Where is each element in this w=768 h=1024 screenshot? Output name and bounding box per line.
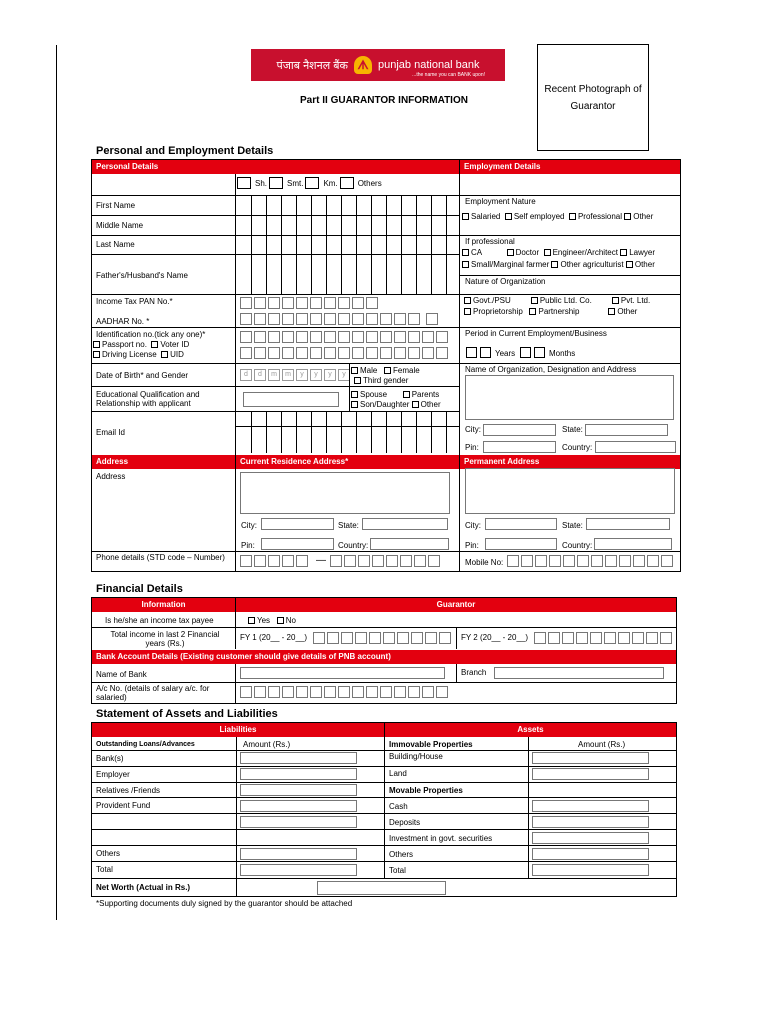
bank-account-header: Bank Account Details (Existing customer should give details of PNB account) — [92, 650, 676, 664]
professional-options-2: Small/Marginal farmer Other agriculturist Other — [462, 260, 655, 269]
son-checkbox[interactable] — [351, 401, 358, 408]
pf-amount-input[interactable] — [240, 800, 357, 812]
perm-city-input[interactable] — [485, 518, 557, 530]
perm-country-label: Country: — [562, 541, 593, 550]
address-header: Address — [92, 455, 235, 469]
smt-label: Smt. — [287, 178, 304, 188]
branch-input[interactable] — [494, 667, 664, 679]
emp-state-input[interactable] — [585, 424, 668, 436]
asset-row-label: Total — [389, 866, 406, 875]
part-title: Part II GUARANTOR INFORMATION — [300, 95, 468, 106]
gender-options: Male Female — [351, 366, 420, 375]
no-checkbox[interactable] — [277, 617, 284, 624]
id-input-1[interactable] — [240, 331, 450, 343]
phone-input[interactable] — [240, 555, 310, 567]
bank-tagline: ...the name you can BANK upon! — [412, 72, 485, 78]
org-options-2: Proprietorship Partnership Other — [464, 307, 637, 316]
liability-row-label: Provident Fund — [96, 801, 151, 810]
asset-row-label: Movable Properties — [389, 786, 463, 795]
footnote: *Supporting documents duly signed by the guarantor should be attached — [96, 899, 353, 908]
name-grid[interactable] — [235, 195, 459, 294]
uid-checkbox[interactable] — [161, 351, 168, 358]
total-assets-input[interactable] — [532, 864, 649, 876]
emp-pin-input[interactable] — [483, 441, 556, 453]
emp-country-input[interactable] — [595, 441, 676, 453]
education-label: Educational Qualification and Relationship with applicant — [96, 390, 200, 408]
phone-dash: — — [316, 555, 326, 566]
pvt-ltd-checkbox[interactable] — [612, 297, 619, 304]
asset-row-label: Others — [389, 850, 414, 859]
cur-city-input[interactable] — [261, 518, 334, 530]
others-assets-amount-input[interactable] — [532, 848, 649, 860]
current-address-header: Current Residence Address* — [236, 455, 459, 469]
professional-checkbox[interactable] — [569, 213, 576, 220]
relation-options-2: Son/Daughter Other — [351, 400, 441, 409]
section-financial-title: Financial Details — [96, 583, 183, 595]
assets-header: Assets — [385, 723, 676, 737]
third-gender-checkbox[interactable] — [354, 377, 361, 384]
employer-amount-input[interactable] — [240, 768, 357, 780]
fy2-input[interactable] — [534, 632, 674, 644]
liability-row-label: Total — [96, 865, 113, 874]
investment-amount-input[interactable] — [532, 832, 649, 844]
public-ltd-checkbox[interactable] — [531, 297, 538, 304]
perm-pin-label: Pin: — [465, 541, 479, 550]
email-label: Email Id — [96, 428, 125, 437]
id-options-2: Driving License UID — [93, 350, 184, 359]
org-address-input[interactable] — [465, 375, 674, 420]
land-amount-input[interactable] — [532, 768, 649, 780]
salutation-group — [237, 177, 382, 189]
relatives-amount-input[interactable] — [240, 784, 357, 796]
lawyer-checkbox[interactable] — [620, 249, 627, 256]
cur-pin-input[interactable] — [261, 538, 334, 550]
blank1-amount-input[interactable] — [240, 816, 357, 828]
immovable-label: Immovable Properties — [389, 740, 473, 749]
amount-label-right: Amount (Rs.) — [578, 740, 626, 749]
relation-options-1: Spouse Parents — [351, 390, 439, 399]
perm-country-input[interactable] — [594, 538, 672, 550]
acno-label: A/c No. (details of salary a/c. for salaried) — [96, 684, 210, 702]
asset-row-label: Deposits — [389, 818, 421, 827]
cur-state-label: State: — [338, 521, 359, 530]
partnership-checkbox[interactable] — [529, 308, 536, 315]
others-checkbox[interactable] — [340, 177, 354, 189]
liability-row-label: Others — [96, 849, 121, 858]
total-liabilities-input[interactable] — [240, 864, 357, 876]
bank-amount-input[interactable] — [240, 752, 357, 764]
emp-city-input[interactable] — [483, 424, 556, 436]
id-label: Identification no.(tick any one)* — [96, 330, 206, 339]
fy1-label: FY 1 (20__ - 20__) — [240, 633, 308, 642]
networth-label: Net Worth (Actual in Rs.) — [96, 883, 191, 892]
dob-label: Date of Birth* and Gender — [96, 371, 189, 380]
other-employment-checkbox[interactable] — [624, 213, 631, 220]
last-name-label: Last Name — [96, 240, 135, 249]
sh-label: Sh. — [255, 178, 268, 188]
passport-checkbox[interactable] — [93, 341, 100, 348]
email-grid[interactable] — [235, 411, 459, 453]
employment-nature-options: Salaried Self employed Professional Other — [462, 212, 653, 221]
section-assets-title: Statement of Assets and Liabilities — [96, 708, 278, 720]
margin-line — [56, 45, 57, 920]
months-label: Months — [549, 349, 576, 358]
permanent-address-header: Permanent Address — [460, 455, 680, 469]
dob-input[interactable]: d d m m y y y y — [240, 369, 352, 381]
parents-checkbox[interactable] — [403, 391, 410, 398]
org-options-1: Govt./PSU Public Ltd. Co. Pvt. Ltd. — [464, 296, 650, 305]
govt-checkbox[interactable] — [464, 297, 471, 304]
income-label: Total income in last 2 Financial years (Rs.) — [110, 630, 220, 648]
farmer-checkbox[interactable] — [462, 261, 469, 268]
professional-options-1: CA Doctor Engineer/Architect Lawyer — [462, 248, 655, 257]
liability-row-label: Relatives /Friends — [96, 786, 161, 795]
phone-number-input[interactable] — [330, 555, 442, 567]
org-nature-label: Nature of Organization — [465, 277, 546, 286]
others-amount-input[interactable] — [240, 848, 357, 860]
father-name-label: Father's/Husband's Name — [96, 271, 188, 280]
perm-state-input[interactable] — [586, 518, 670, 530]
emp-city-label: City: — [465, 425, 481, 434]
aadhar-input[interactable] — [240, 313, 440, 325]
other-org-checkbox[interactable] — [608, 308, 615, 315]
pnb-logo-icon: ᗑ — [354, 56, 372, 74]
taxpayee-options: Yes No — [248, 616, 296, 625]
period-label: Period in Current Employment/Business — [465, 329, 607, 338]
cur-country-label: Country: — [338, 541, 369, 550]
km-checkbox[interactable] — [305, 177, 319, 189]
information-header: Information — [92, 598, 235, 612]
id-input-2[interactable] — [240, 347, 450, 359]
ca-checkbox[interactable] — [462, 249, 469, 256]
branch-label: Branch — [461, 668, 487, 677]
bank-name-hindi: पंजाब नैशनल बैंक — [276, 59, 348, 72]
other-relation-checkbox[interactable] — [412, 401, 419, 408]
smt-checkbox[interactable] — [269, 177, 283, 189]
taxpayee-label: Is he/she an income tax payee — [105, 616, 214, 625]
middle-name-label: Middle Name — [96, 221, 144, 230]
cur-state-input[interactable] — [362, 518, 448, 530]
education-input[interactable] — [243, 392, 339, 407]
yes-checkbox[interactable] — [248, 617, 255, 624]
female-checkbox[interactable] — [384, 367, 391, 374]
personal-details-header: Personal Details — [92, 160, 459, 174]
asset-row-label: Land — [389, 769, 407, 778]
sh-checkbox[interactable] — [237, 177, 251, 189]
emp-state-label: State: — [562, 425, 583, 434]
employment-nature-label: Employment Nature — [465, 197, 536, 206]
phone-label: Phone details (STD code – Number) — [96, 553, 225, 562]
if-professional-label: If professional — [465, 237, 515, 246]
mobile-label: Mobile No: — [465, 558, 504, 567]
fy1-input[interactable] — [313, 632, 453, 644]
self-employed-checkbox[interactable] — [505, 213, 512, 220]
fy2-label: FY 2 (20__ - 20__) — [461, 633, 529, 642]
engineer-checkbox[interactable] — [544, 249, 551, 256]
years-box-1[interactable] — [466, 347, 477, 358]
id-options-1: Passport no. Voter ID — [93, 340, 189, 349]
cur-city-label: City: — [241, 521, 257, 530]
years-label: Years — [495, 349, 516, 358]
outstanding-label: Outstanding Loans/Advances — [96, 741, 195, 748]
aadhar-label: AADHAR No. * — [96, 317, 150, 326]
deposits-amount-input[interactable] — [532, 816, 649, 828]
mobile-input[interactable] — [507, 555, 675, 567]
photo-box[interactable] — [537, 44, 649, 151]
building-amount-input[interactable] — [532, 752, 649, 764]
photo-label: Recent Photograph of Guarantor — [544, 83, 642, 112]
emp-country-label: Country: — [562, 443, 593, 452]
perm-pin-input[interactable] — [485, 538, 557, 550]
km-label: Km. — [323, 178, 338, 188]
voter-checkbox[interactable] — [151, 341, 158, 348]
male-checkbox[interactable] — [351, 367, 358, 374]
months-box-2[interactable] — [534, 347, 545, 358]
cash-amount-input[interactable] — [532, 800, 649, 812]
years-box-2[interactable] — [480, 347, 491, 358]
pan-input[interactable] — [240, 297, 380, 309]
asset-row-label: Investment in govt. securities — [389, 834, 493, 843]
other-professional-checkbox[interactable] — [626, 261, 633, 268]
perm-city-label: City: — [465, 521, 481, 530]
perm-state-label: State: — [562, 521, 583, 530]
amount-label-left: Amount (Rs.) — [243, 740, 291, 749]
others-label: Others — [357, 178, 382, 188]
spouse-checkbox[interactable] — [351, 391, 358, 398]
permanent-address-input[interactable] — [465, 468, 675, 514]
liability-row-label: Employer — [96, 770, 130, 779]
bank-name-label: Name of Bank — [96, 670, 147, 679]
doctor-checkbox[interactable] — [507, 249, 514, 256]
address-label: Address — [96, 472, 126, 481]
cur-country-input[interactable] — [370, 538, 449, 550]
salaried-checkbox[interactable] — [462, 213, 469, 220]
pan-label: Income Tax PAN No.* — [96, 297, 173, 306]
driving-checkbox[interactable] — [93, 351, 100, 358]
proprietorship-checkbox[interactable] — [464, 308, 471, 315]
cur-pin-label: Pin: — [241, 541, 255, 550]
bank-logo — [251, 49, 505, 81]
agriculturist-checkbox[interactable] — [551, 261, 558, 268]
emp-pin-label: Pin: — [465, 443, 479, 452]
liability-row-label: Bank(s) — [96, 754, 124, 763]
acno-input[interactable] — [240, 686, 450, 698]
first-name-label: First Name — [96, 201, 136, 210]
org-name-label: Name of Organization, Designation and Address — [465, 365, 637, 374]
months-box-1[interactable] — [520, 347, 531, 358]
current-address-input[interactable] — [240, 472, 450, 514]
liabilities-header: Liabilities — [92, 723, 384, 737]
third-gender-option: Third gender — [354, 376, 408, 385]
bank-name-english: punjab national bank — [378, 59, 480, 71]
section-personal-title: Personal and Employment Details — [96, 145, 274, 157]
networth-input[interactable] — [317, 881, 446, 895]
bank-name-input[interactable] — [240, 667, 445, 679]
asset-row-label: Building/House — [389, 752, 443, 761]
asset-row-label: Cash — [389, 802, 408, 811]
employment-details-header: Employment Details — [460, 160, 680, 174]
guarantor-header: Guarantor — [236, 598, 676, 612]
